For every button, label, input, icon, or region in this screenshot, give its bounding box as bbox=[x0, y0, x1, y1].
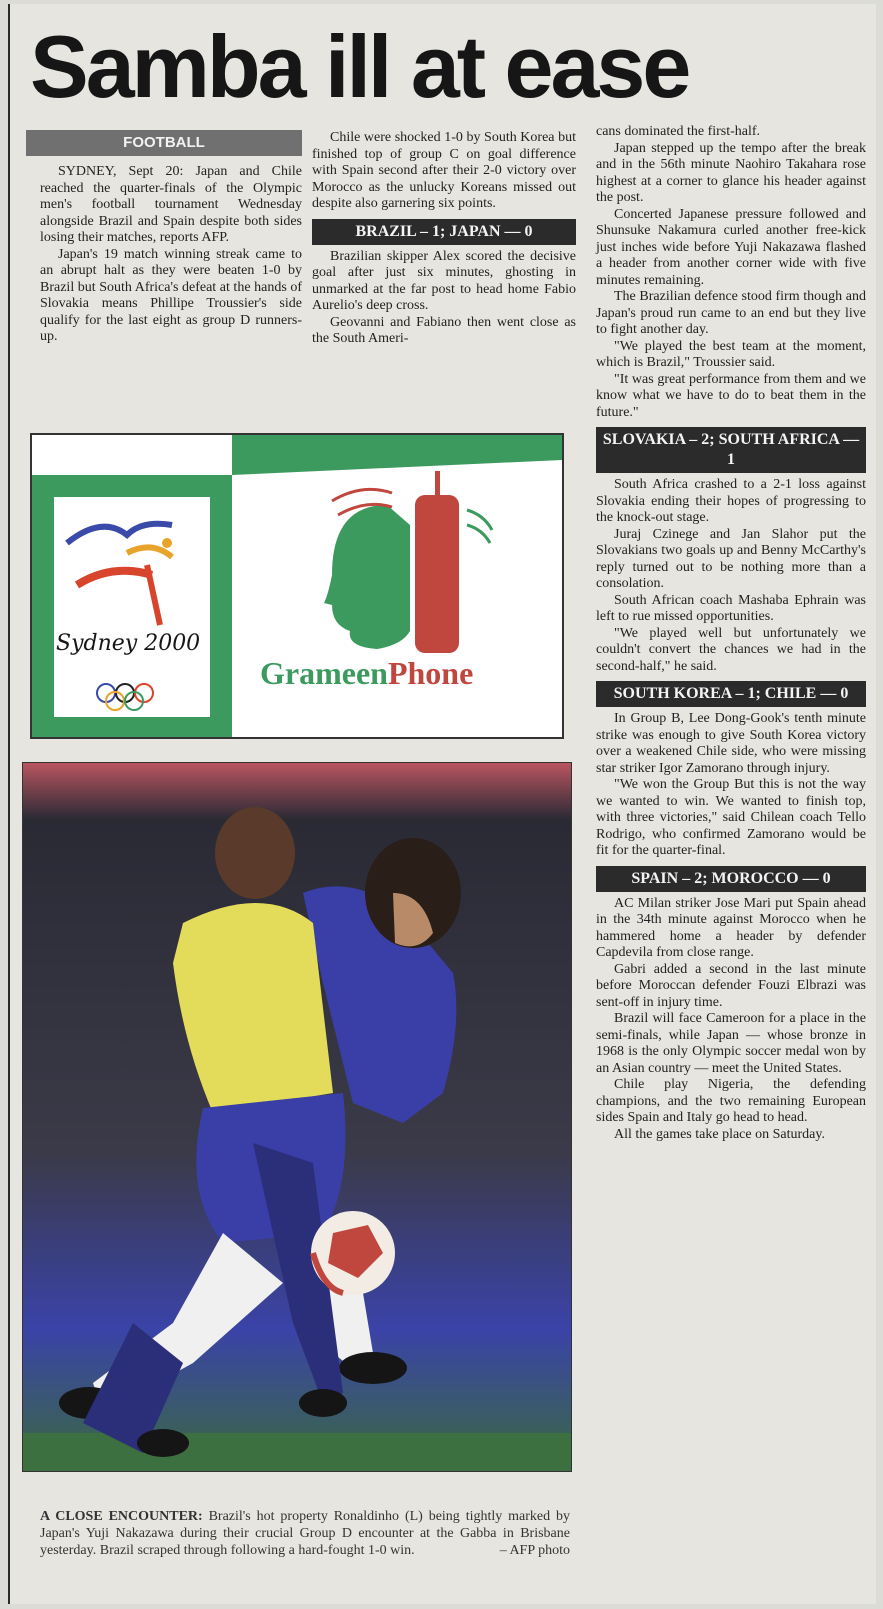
subhead-spain-morocco: SPAIN – 2; MOROCCO — 0 bbox=[596, 866, 866, 892]
section-kicker: FOOTBALL bbox=[26, 130, 302, 156]
caption-lead: A CLOSE ENCOUNTER: bbox=[40, 1509, 203, 1524]
paragraph: Gabri added a second in the last minute before Moroccan defender Fouzi Elbrazi was sent-off in injury time. bbox=[596, 961, 866, 1010]
column-2 bbox=[312, 130, 576, 348]
paragraph: cans dominated the first-half. bbox=[596, 124, 761, 139]
caption-credit: – AFP photo bbox=[499, 1543, 570, 1558]
paragraph: "We won the Group But this is not the way we wanted to win. We wanted to finish top, with three victories," said Chilean coach Tello Rodrigo, who confirmed Zamorano would be fit for the quarter-final. bbox=[596, 777, 866, 858]
paragraph: Japan's 19 match winning streak came to an abrupt halt as they were beaten 1-0 by Brazil but South Africa's defeat at the hands of Slovakia means Phillipe Troussier's side qualify for the last eight as group D runners-up. bbox=[40, 246, 302, 344]
paragraph: All the games take place on Saturday. bbox=[614, 1126, 825, 1142]
paragraph: Juraj Czinege and Jan Slahor put the Slovakians two goals up and Benny McCarthy's reply turned out to be nothing more than a consolation. bbox=[596, 526, 866, 591]
paragraph: South African coach Mashaba Ephrain was left to rue missed opportunities. bbox=[596, 592, 866, 624]
paragraph: Chile were shocked 1-0 by South Korea but finished top of group C on goal difference with Spain second after their 2-0 victory over Morocco as the unlucky Koreans missed out despite also garnering six points. bbox=[312, 130, 576, 211]
brand-grameen: Grameen bbox=[260, 655, 388, 691]
headline: Samba ill at ease bbox=[30, 17, 689, 116]
paragraph: Geovanni and Fabiano then went close as the South Ameri- bbox=[312, 314, 576, 346]
column-1 bbox=[40, 164, 302, 346]
paragraph: "We played well but unfortunately we couldn't convert the chances we had in the second-half," he said. bbox=[596, 625, 866, 674]
paragraph: "We played the best team at the moment, which is Brazil," Troussier said. bbox=[596, 338, 866, 370]
paragraph: Chile play Nigeria, the defending champions, and the two remaining European sides Spain and Italy go head to head. bbox=[596, 1077, 866, 1125]
paragraph: Brazil will face Cameroon for a place in the semi-finals, while Japan — whose bronze in 1968 is the only Olympic soccer medal won by an Asian country — meet the United States. bbox=[596, 1011, 866, 1076]
column-3 bbox=[596, 124, 866, 1143]
subhead-slovakia-south-africa: SLOVAKIA – 2; SOUTH AFRICA — 1 bbox=[596, 427, 866, 473]
grameenphone-advertisement bbox=[30, 433, 564, 739]
paragraph: Concerted Japanese pressure followed and Shunsuke Nakamura curled another free-kick just inches wide before Yuji Nakazawa flashed a header from another corner wide with five minutes remaining. bbox=[596, 206, 866, 288]
brand-phone: Phone bbox=[387, 655, 474, 691]
paragraph: Japan stepped up the tempo after the break and in the 56th minute Naohiro Takahara rose highest at a corner to glance his header against the post. bbox=[596, 140, 866, 205]
paragraph: "It was great performance from them and we know what we have to do to beat them in the future." bbox=[596, 371, 866, 420]
photo-caption bbox=[40, 1508, 570, 1559]
sydney-2000-text: Sydney 2000 bbox=[56, 631, 201, 656]
paragraph: Brazilian skipper Alex scored the decisive goal after just six minutes, ghosting in unmarked at the far post to head home Fabio Aurelio's deep cross. bbox=[312, 248, 576, 313]
paragraph: South Africa crashed to a 2-1 loss against Slovakia ending their hopes of progressing to the knock-out stage. bbox=[596, 477, 866, 525]
match-photo bbox=[22, 762, 572, 1472]
left-border bbox=[8, 4, 10, 1604]
subhead-south-korea-chile: SOUTH KOREA – 1; CHILE — 0 bbox=[596, 681, 866, 707]
subhead-brazil-japan: BRAZIL – 1; JAPAN — 0 bbox=[312, 219, 576, 245]
paragraph: The Brazilian defence stood firm though and Japan's proud run came to an end but they live to fight another day. bbox=[596, 289, 866, 337]
photo-image bbox=[23, 763, 571, 1471]
caption-body: Brazil's hot property Ronaldinho (L) being tightly marked by Japan's Yuji Nakazawa during their crucial Group D encounter at the Gabba in Brisbane yesterday. Brazil scraped through following a hard-fought 1-0 win. bbox=[40, 1509, 570, 1558]
grameenphone-brand bbox=[260, 655, 473, 692]
paragraph: In Group B, Lee Dong-Gook's tenth minute strike was enough to give South Korea victory over a weakened Chile side, who were missing star striker Igor Zamorano through injury. bbox=[596, 711, 866, 776]
paragraph: SYDNEY, Sept 20: Japan and Chile reached the quarter-finals of the Olympic men's football tournament Wednesday alongside Brazil and Spain despite both sides losing their matches, reports AFP. bbox=[40, 164, 302, 245]
paragraph: AC Milan striker Jose Mari put Spain ahead in the 34th minute against Morocco when he hammered home a header by defender Capdevila from close range. bbox=[596, 895, 866, 960]
